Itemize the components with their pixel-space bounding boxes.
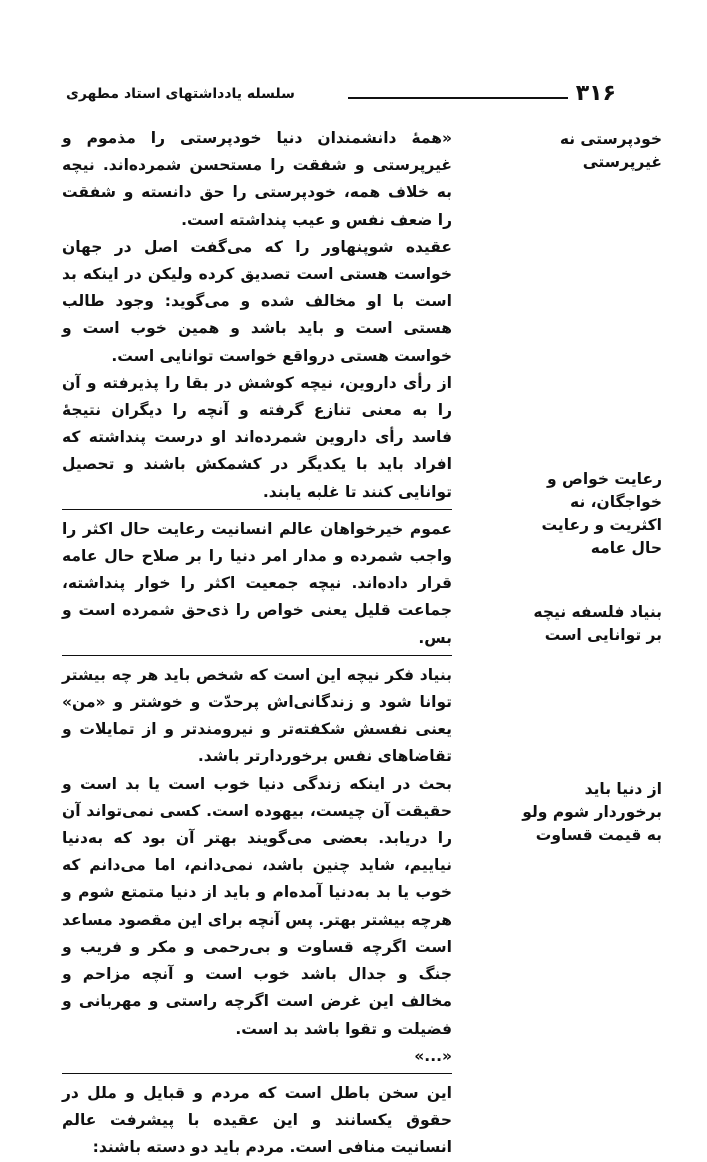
margin-note: از دنیا باید برخوردار شوم ولو به قیمت قساوت — [522, 780, 662, 844]
body-paragraph: بنیاد فکر نیچه این است که شخص باید هر چه بیشتر توانا شود و زندگانی‌اش پرحدّت و خوشتر و «من» یعنی نفسش شکفته‌تر و نیرومندتر و از تمایلات و تقاضاهای نفس برخوردارتر باشد. — [62, 665, 452, 766]
body-paragraph: بحث در اینکه زندگی دنیا خوب است یا بد است و حقیقت آن چیست، بیهوده است. کسی نمی‌تواند آن را دریابد. بعضی می‌گویند بهتر آن بود که به‌دنیا نیاییم، شاید چنین باشد، نمی‌دانم، اما می‌دانم که خوب یا بد به‌دنیا آمده‌ام و باید از دنیا متمتع شوم و هرچه بیشتر بهتر. پس آنچه برای این مقصود مساعد است اگرچه قساوت و بی‌رحمی و مکر و فریب و جنگ و جدال باشد خوب است و آنچه مزاحم و مخالف این غرض است اگرچه راستی و مهربانی و فضیلت و تقوا باشد بد است. — [62, 774, 452, 1038]
section-divider — [62, 655, 452, 656]
body-paragraph: این سخن باطل است که مردم و قبایل و ملل در حقوق یکسانند و این عقیده با پیشرفت عالم انسانیت منافی است. مردم باید دو دسته باشند: — [62, 1083, 452, 1157]
body-paragraph: عموم خیرخواهان عالم انسانیت رعایت حال اکثر را واجب شمرده و مدار امر دنیا را بر صلاح حال عامه قرار داده‌اند. نیچه جمعیت اکثر را خوار پنداشته، جماعت قلیل یعنی خواص را ذی‌حق شمرده است و بس. — [62, 519, 452, 647]
section-divider — [62, 1073, 452, 1074]
header-rule — [348, 97, 568, 99]
section-divider — [62, 509, 452, 510]
margin-note: بنیاد فلسفه نیچه بر توانایی است — [533, 603, 662, 644]
ellipsis-marker: «...» — [414, 1046, 452, 1065]
body-paragraph: عقیده شوپنهاور را که می‌گفت اصل در جهان خواست هستی است تصدیق کرده ولیکن در اینکه بد است با او مخالف شده و می‌گوید: وجود طالب هستی است و باید باشد و همین خوب است و خواست هستی درواقع خواست توانایی است. — [62, 237, 452, 365]
running-header — [66, 80, 616, 108]
body-text — [62, 125, 452, 1162]
margin-note: رعایت خواص و خواجگان، نه اکثریت و رعایت حال عامه — [541, 470, 662, 557]
running-title: سلسله یادداشتهای استاد مطهری — [66, 86, 295, 102]
margin-note: خودپرستی نه غیرپرستی — [559, 130, 662, 171]
page-number: ۳۱۶ — [575, 81, 616, 106]
body-paragraph: «همهٔ دانشمندان دنیا خودپرستی را مذموم و غیرپرستی و شفقت را مستحسن شمرده‌اند. نیچه به خلاف همه، خودپرستی را حق دانسته و شفقت را ضعف نفس و عیب پنداشته است. — [62, 129, 452, 229]
body-paragraph: از رأی داروین، نیچه کوشش در بقا را پذیرفته و آن را به معنی تنازع گرفته و آنچه را دیگران نتیجهٔ فاسد رأی داروین شمرده‌اند او درست پنداشته که افراد باید با یکدیگر در کشمکش باشند و تحصیل توانایی کنند تا غلبه یابند. — [62, 373, 452, 501]
